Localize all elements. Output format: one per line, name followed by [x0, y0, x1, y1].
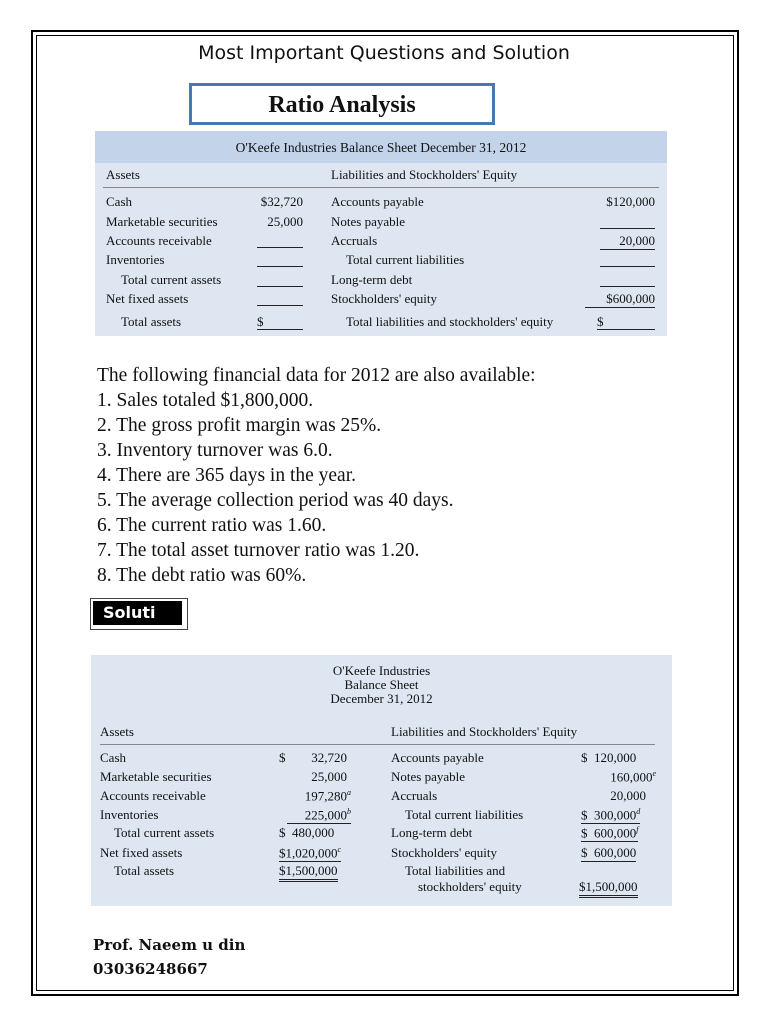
header-rule — [103, 187, 659, 188]
q-tca-blank — [257, 286, 303, 287]
q-np-label: Notes payable — [331, 214, 406, 229]
s-assets-header: Assets — [100, 724, 134, 739]
author-name: Prof. Naeem u din — [93, 936, 246, 954]
question-sheet-title: O'Keefe Industries Balance Sheet December 31, 2012 — [235, 140, 527, 155]
list-item: 4. There are 365 days in the year. — [97, 465, 357, 486]
s-acc-label: Accruals — [391, 788, 438, 803]
question-balance-sheet — [95, 131, 667, 336]
q-ta-label: Total assets — [121, 314, 182, 329]
s-acc-value: 20,000 — [610, 788, 646, 803]
q-ap-label: Accounts payable — [331, 194, 424, 209]
q-acc-label: Accruals — [331, 233, 378, 248]
list-item: 5. The average collection period was 40 days. — [97, 490, 454, 511]
s-tcl-label: Total current liabilities — [405, 807, 524, 822]
section-title: Ratio Analysis — [189, 83, 495, 125]
s-ar-value: 197,280$^a$ — [304, 788, 351, 804]
s-nfa-label: Net fixed assets — [100, 845, 183, 860]
q-ta-blank — [257, 329, 303, 330]
q-ltd-blank — [600, 286, 655, 287]
s-cash-dollar: $ — [279, 750, 286, 765]
list-item: 7. The total asset turnover ratio was 1.20. — [97, 540, 420, 561]
s-title-date: December 31, 2012 — [330, 691, 433, 706]
q-inv-blank — [257, 266, 303, 267]
s-liabilities-header: Liabilities and Stockholders' Equity — [391, 724, 578, 739]
q-ta-value: $ — [257, 314, 264, 329]
s-tlse-value: $1,500,000 — [579, 879, 638, 898]
s-ms-value: 25,000 — [311, 769, 347, 784]
solution-button-label: Soluti — [93, 601, 182, 625]
q-cash-label: Cash — [106, 194, 132, 209]
list-item: 1. Sales totaled $1,800,000. — [97, 390, 314, 411]
assets-header: Assets — [106, 167, 140, 182]
q-cash-value: $32,720 — [260, 194, 303, 209]
list-item: 3. Inventory turnover was 6.0. — [97, 440, 333, 461]
list-item: The following financial data for 2012 are also available: — [97, 365, 536, 386]
s-tca-label: Total current assets — [114, 825, 215, 840]
s-header-rule — [100, 744, 655, 745]
s-ta-value: $1,500,000 — [279, 863, 338, 882]
s-ap-value: $ 120,000 — [581, 750, 637, 765]
s-title-statement: Balance Sheet — [344, 677, 419, 692]
s-ar-label: Accounts receivable — [100, 788, 206, 803]
s-tcl-value: $ 300,000$^d$ — [581, 807, 641, 823]
list-item: 6. The current ratio was 1.60. — [97, 515, 327, 536]
s-inv-label: Inventories — [100, 807, 159, 822]
s-tca-value: $ 480,000 — [279, 825, 335, 840]
q-ap-value: $120,000 — [606, 194, 655, 209]
page-header: Most Important Questions and Solution — [198, 42, 570, 64]
s-np-value: 160,000e — [610, 769, 656, 785]
q-nfa-blank — [257, 305, 303, 306]
q-tlse-label: Total liabilities and stockholders' equity — [346, 314, 554, 329]
s-np-label: Notes payable — [391, 769, 466, 784]
q-ms-value: 25,000 — [267, 214, 303, 229]
s-ap-label: Accounts payable — [391, 750, 484, 765]
s-se-label: Stockholders' equity — [391, 845, 497, 860]
q-np-blank — [600, 228, 655, 229]
s-tlse-label-2: stockholders' equity — [418, 879, 522, 894]
s-title-company: O'Keefe Industries — [332, 663, 431, 678]
financial-data-list — [97, 363, 536, 588]
q-ar-label: Accounts receivable — [106, 233, 212, 248]
q-tlse-value: $ — [597, 314, 604, 329]
list-item: 2. The gross profit margin was 25%. — [97, 415, 382, 436]
liabilities-header: Liabilities and Stockholders' Equity — [331, 167, 518, 182]
q-ar-blank — [257, 247, 303, 248]
q-tcl-blank — [600, 266, 655, 267]
s-inv-value: 225,000$^b$ — [287, 807, 351, 824]
s-nfa-value: $1,020,000$^c$ — [279, 845, 342, 861]
solution-balance-sheet — [91, 655, 672, 906]
q-inv-label: Inventories — [106, 252, 165, 267]
s-ltd-label: Long-term debt — [391, 825, 473, 840]
author-phone: 03036248667 — [93, 960, 208, 978]
s-cash-value: 32,720 — [311, 750, 347, 765]
s-tlse-label-1: Total liabilities and — [405, 863, 506, 878]
solution-button[interactable] — [90, 598, 188, 630]
q-se-value: $600,000 — [585, 291, 655, 308]
q-ms-label: Marketable securities — [106, 214, 218, 229]
s-cash-label: Cash — [100, 750, 126, 765]
q-tca-label: Total current assets — [121, 272, 222, 287]
q-se-label: Stockholders' equity — [331, 291, 437, 306]
s-ltd-value: $ 600,000$^f$ — [581, 825, 639, 841]
s-ms-label: Marketable securities — [100, 769, 212, 784]
q-tlse-blank — [597, 329, 655, 330]
list-item: 8. The debt ratio was 60%. — [97, 565, 307, 586]
q-acc-value: 20,000 — [600, 233, 655, 250]
q-nfa-label: Net fixed assets — [106, 291, 189, 306]
q-tcl-label: Total current liabilities — [346, 252, 465, 267]
s-se-value: $ 600,000 — [581, 845, 637, 860]
s-ta-label: Total assets — [114, 863, 175, 878]
q-ltd-label: Long-term debt — [331, 272, 413, 287]
